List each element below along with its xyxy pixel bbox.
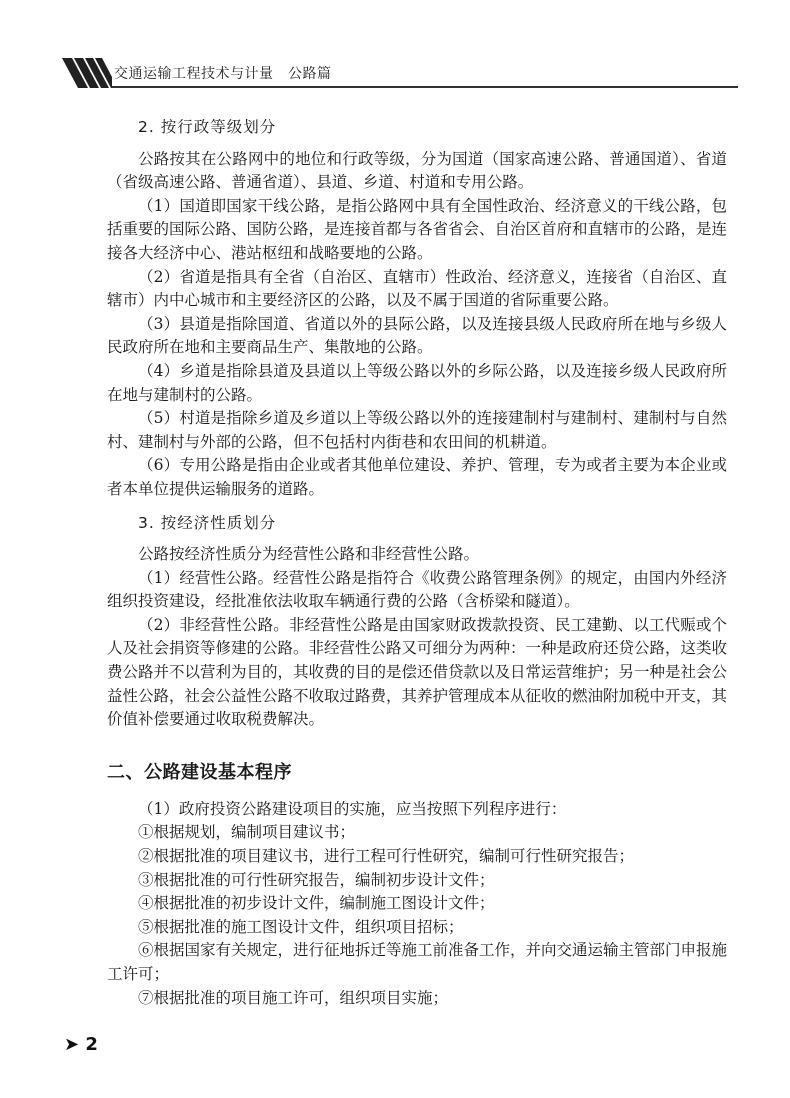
paragraph: （6）专用公路是指由企业或者其他单位建设、养护、管理，专为或者主要为本企业或者本单位提供运输服务的道路。 <box>107 456 727 498</box>
page-number: ➤ 2 <box>64 1034 98 1055</box>
header-title: 交通运输工程技术与计量 公路篇 <box>114 66 332 82</box>
subheading-admin-level: 2. 按行政等级划分 <box>138 118 277 136</box>
subheading-economic-nature: 3. 按经济性质划分 <box>138 513 277 532</box>
running-header <box>62 58 738 94</box>
paragraph: （1）政府投资公路建设项目的实施，应当按照下列程序进行： <box>138 799 567 818</box>
list-item: ②根据批准的项目建议书，进行工程可行性研究，编制可行性研究报告； <box>138 847 635 866</box>
list-item: ⑥根据国家有关规定，进行征地拆迁等施工前准备工作，并向交通运输主管部门申报施工许可； <box>107 941 728 983</box>
paragraph: （2）非经营性公路。非经营性公路是由国家财政拨款投资、民工建勤、以工代赈或个人及社会捐资等修建的公路。非经营性公路又可细分为两种：一种是政府还贷公路，这类收费公路并不以营利为目的，其收费的目的是偿还借贷款以及日常运营维护；另一种是社会公益性公路，社会公益性公路不收取过路费，其养护管理成本从征收的燃油附加税中开支，其价值补偿要通过收取税费解决。 <box>107 615 728 729</box>
header-rule <box>112 86 738 88</box>
section-heading: 二、公路建设基本程序 <box>107 761 292 783</box>
list-item: ③根据批准的可行性研究报告，编制初步设计文件； <box>138 870 495 889</box>
paragraph: （5）村道是指除乡道及乡道以上等级公路以外的连接建制村与建制村、建制村与自然村、建制村与外部的公路，但不包括村内街巷和农田间的机耕道。 <box>107 409 727 451</box>
header-stripes-decoration <box>62 58 112 90</box>
list-item: ⑤根据批准的施工图设计文件，组织项目招标； <box>138 917 464 936</box>
paragraph: （4）乡道是指除县道及县道以上等级公路以外的乡际公路，以及连接乡级人民政府所在地与建制村的公路。 <box>107 361 727 404</box>
paragraph: （2）省道是指具有全省（自治区、直辖市）性政治、经济意义，连接省（自治区、直辖市）内中心城市和主要经济区的公路，以及不属于国道的省际重要公路。 <box>107 267 727 310</box>
paragraph: （1）经营性公路。经营性公路是指符合《收费公路管理条例》的规定，由国内外经济组织投资建设，经批准依法收取车辆通行费的公路（含桥梁和隧道）。 <box>107 568 727 611</box>
page-content <box>107 116 727 1010</box>
list-item: ④根据批准的初步设计文件，编制施工图设计文件； <box>138 894 495 913</box>
list-item: ①根据规划，编制项目建议书； <box>138 823 356 842</box>
paragraph: （3）县道是指除国道、省道以外的县际公路，以及连接县级人民政府所在地与乡级人民政府所在地和主要商品生产、集散地的公路。 <box>107 314 727 357</box>
paragraph: 公路按经济性质分为经营性公路和非经营性公路。 <box>138 545 480 564</box>
paragraph: （1）国道即国家干线公路，是指公路网中具有全国性政治、经济意义的干线公路，包括重要的国际公路、国防公路，是连接首都与各省省会、自治区首府和直辖市的公路，是连接各大经济中心、港站枢纽和战略要地的公路。 <box>107 196 728 262</box>
list-item: ⑦根据批准的项目施工许可，组织项目实施； <box>138 988 449 1007</box>
paragraph: 公路按其在公路网中的地位和行政等级，分为国道（国家高速公路、普通国道）、省道（省级高速公路、普通省道）、县道、乡道、村道和专用公路。 <box>107 149 727 192</box>
